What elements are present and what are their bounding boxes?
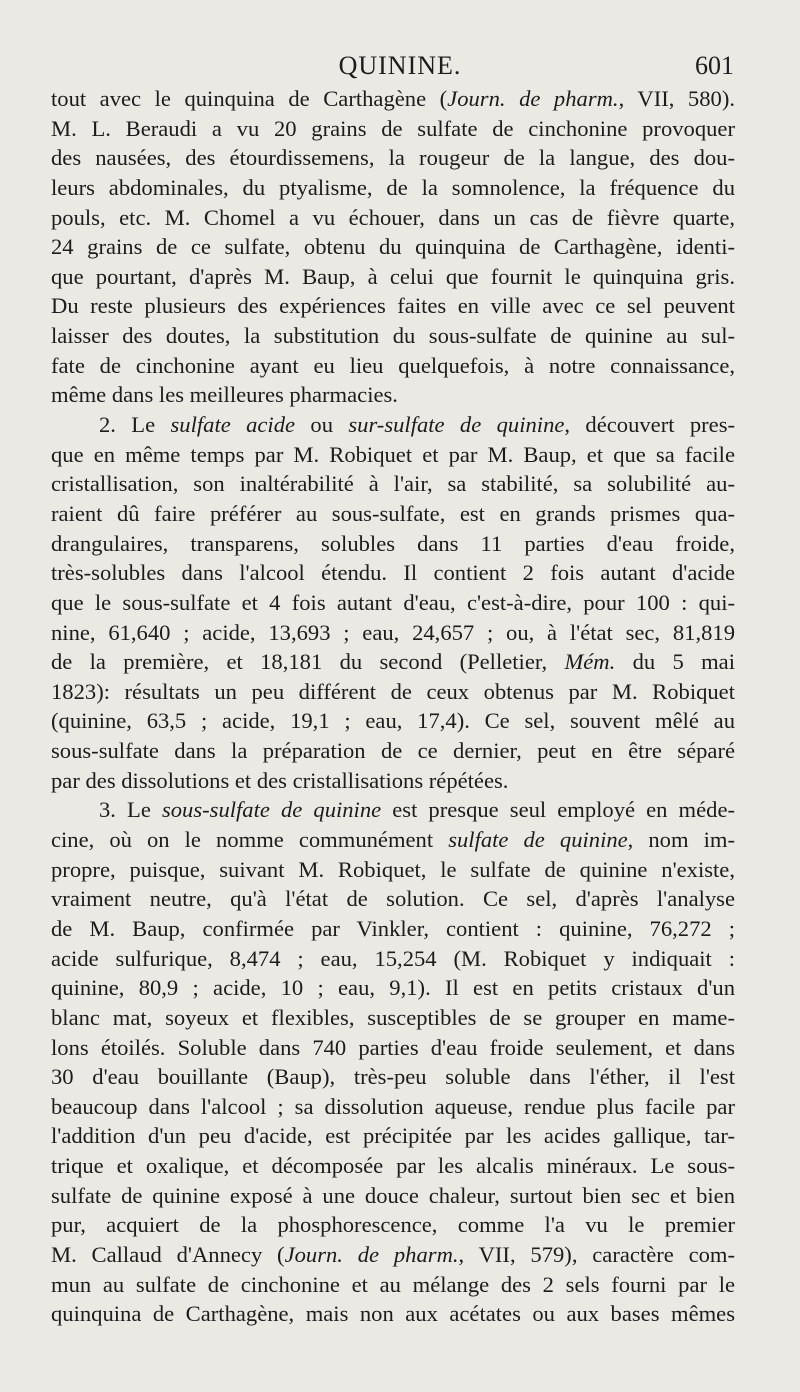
- text-line: que en même temps par M. Robiquet et par M. Baup, et que sa facile: [51, 441, 735, 467]
- text-line: très-solubles dans l'alcool étendu. Il contient 2 fois autant d'acide: [51, 560, 735, 586]
- italic-term: sur-sulfate de quinine: [348, 412, 565, 438]
- text-line: raient dû faire préférer au sous-sulfate, est en grands prismes qua-: [51, 500, 735, 526]
- text-line: de M. Baup, confirmée par Vinkler, contient : quinine, 76,272 ;: [51, 915, 735, 941]
- running-title: QUININE.: [338, 51, 462, 80]
- text-line: 1823): résultats un peu différent de ceux obtenus par M. Robiquet: [51, 678, 735, 704]
- text-line: l'addition d'un peu d'acide, est précipitée par les acides gallique, tar-: [51, 1123, 735, 1149]
- text-line: que pourtant, d'après M. Baup, à celui que fournit le quinquina gris.: [51, 263, 735, 289]
- page-header: [0, 46, 800, 86]
- body-text: [51, 84, 735, 1329]
- italic-term: sulfate acide: [170, 412, 296, 438]
- text-line: propre, puisque, suivant M. Robiquet, le sulfate de quinine n'existe,: [51, 856, 735, 882]
- text-line: cristallisation, son inaltérabilité à l'air, sa stabilité, sa solubilité au-: [51, 471, 735, 497]
- text-line: nine, 61,640 ; acide, 13,693 ; eau, 24,657 ; ou, à l'état sec, 81,819: [51, 619, 735, 645]
- text-line: fate de cinchonine ayant eu lieu quelquefois, à notre connaissance,: [51, 352, 735, 378]
- text-line: lons étoilés. Soluble dans 740 parties d'eau froide seulement, et dans: [51, 1034, 735, 1060]
- text-line: 30 d'eau bouillante (Baup), très-peu soluble dans l'éther, il l'est: [51, 1064, 735, 1090]
- italic-term: sulfate de quinine: [448, 827, 628, 853]
- text-line: leurs abdominales, du ptyalisme, de la somnolence, la fréquence du: [51, 174, 735, 200]
- text-line: par des dissolutions et des cristallisations répétées.: [51, 767, 509, 793]
- text-line: mun au sulfate de cinchonine et au mélange des 2 sels fourni par le: [51, 1271, 735, 1297]
- text-line: vraiment neutre, qu'à l'état de solution. Ce sel, d'après l'analyse: [51, 886, 735, 912]
- page-number: 601: [695, 51, 734, 80]
- italic-term: sous-sulfate de quinine: [161, 797, 382, 823]
- text-line: de la première, et 18,181 du second (Pelletier, Mém. du 5 mai: [51, 649, 735, 675]
- text-line: M. Callaud d'Annecy (Journ. de pharm., VII, 579), caractère com-: [51, 1241, 735, 1267]
- text-line: trique et oxalique, et décomposée par les alcalis minéraux. Le sous-: [51, 1153, 735, 1179]
- text-line: sulfate de quinine exposé à une douce chaleur, surtout bien sec et bien: [51, 1182, 735, 1208]
- text-line: beaucoup dans l'alcool ; sa dissolution aqueuse, rendue plus facile par: [51, 1093, 735, 1119]
- text-line: tout avec le quinquina de Carthagène (Journ. de pharm., VII, 580).: [51, 86, 735, 111]
- text-line: sous-sulfate dans la préparation de ce dernier, peut en être séparé: [51, 738, 735, 764]
- text-line: pouls, etc. M. Chomel a vu échouer, dans un cas de fièvre quarte,: [51, 204, 735, 230]
- text-line: acide sulfurique, 8,474 ; eau, 15,254 (M. Robiquet y indiquait :: [51, 945, 735, 971]
- text-line: même dans les meilleures pharmacies.: [51, 382, 398, 408]
- text-line: drangulaires, transparens, solubles dans 11 parties d'eau froide,: [51, 530, 735, 556]
- text-line: (quinine, 63,5 ; acide, 19,1 ; eau, 17,4). Ce sel, souvent mêlé au: [51, 708, 735, 734]
- text-line: des nausées, des étourdissemens, la rougeur de la langue, des dou-: [51, 145, 735, 171]
- text-line: blanc mat, soyeux et flexibles, susceptibles de se grouper en mame-: [51, 1004, 735, 1030]
- text-line: 3. Le sous-sulfate de quinine est presque seul employé en méde-: [99, 797, 735, 823]
- italic-term: Journ. de pharm.: [284, 1241, 459, 1267]
- text-line: M. L. Beraudi a vu 20 grains de sulfate de cinchonine provoquer: [51, 115, 735, 141]
- text-line: que le sous-sulfate et 4 fois autant d'eau, c'est-à-dire, pour 100 : qui-: [51, 589, 735, 615]
- text-line: 2. Le sulfate acide ou sur-sulfate de quinine, découvert pres-: [99, 412, 736, 438]
- text-line: quinine, 80,9 ; acide, 10 ; eau, 9,1). Il est en petits cristaux d'un: [51, 975, 735, 1001]
- italic-term: Mém.: [564, 649, 616, 675]
- text-line: laisser des doutes, la substitution du sous-sulfate de quinine au sul-: [51, 323, 735, 349]
- text-line: Du reste plusieurs des expériences faites en ville avec ce sel peuvent: [51, 293, 735, 319]
- text-line: quinquina de Carthagène, mais non aux acétates ou aux bases mêmes: [51, 1301, 735, 1327]
- text-line: cine, où on le nomme communément sulfate de quinine, nom im-: [51, 827, 735, 853]
- text-line: pur, acquiert de la phosphorescence, comme l'a vu le premier: [51, 1212, 735, 1238]
- text-line: 24 grains de ce sulfate, obtenu du quinquina de Carthagène, identi-: [51, 234, 735, 260]
- italic-term: Journ. de pharm.: [447, 86, 619, 111]
